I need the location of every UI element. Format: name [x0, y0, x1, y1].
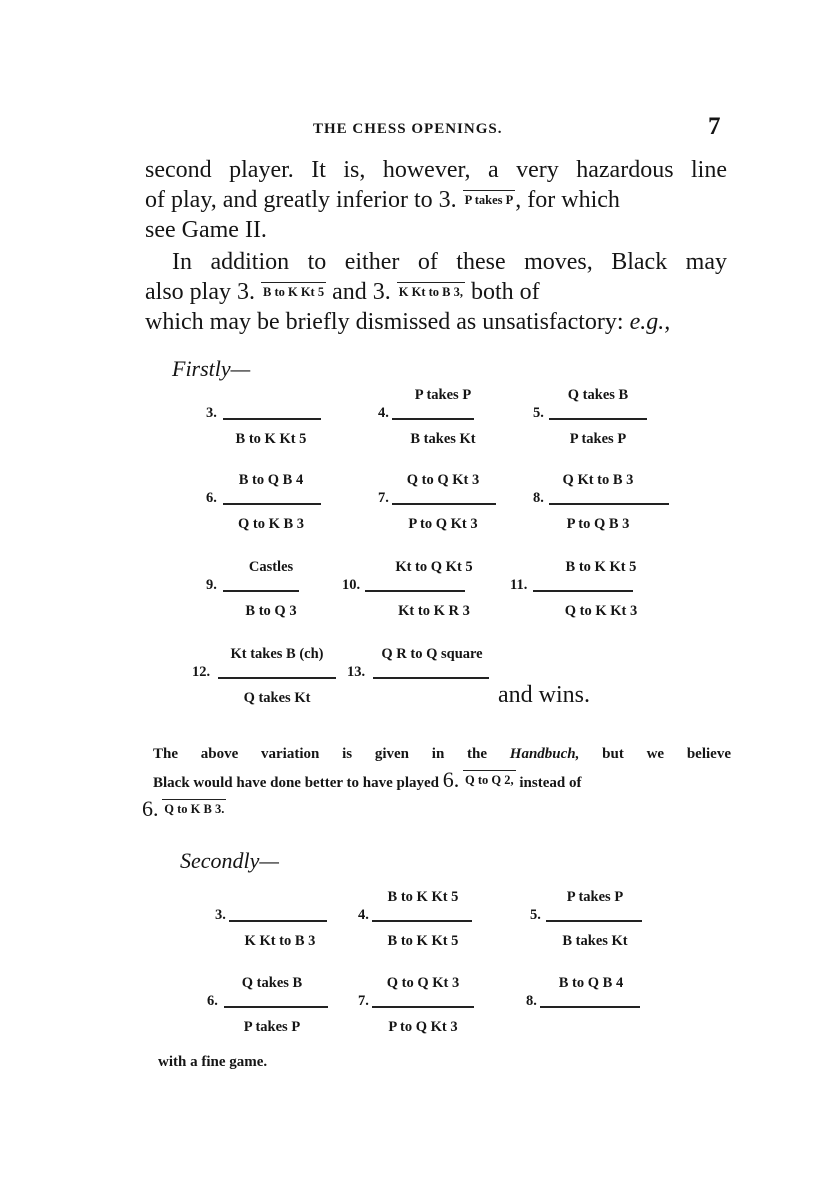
move-number: 9. — [206, 577, 217, 593]
black-move: Q to K B 3 — [237, 516, 305, 532]
black-move: Q takes Kt — [243, 690, 311, 706]
white-move: P takes P — [414, 387, 472, 403]
move-number: 3. — [206, 405, 217, 421]
white-move: Q takes B — [567, 387, 629, 403]
black-move: B takes Kt — [410, 431, 476, 447]
text-line: see Game II. — [145, 217, 267, 243]
move-rule — [229, 920, 327, 922]
move-notation: K Kt to B 3, — [397, 282, 465, 299]
move-notation: B to K Kt 5 — [261, 282, 326, 299]
move-rule — [365, 590, 465, 592]
text-line: 6. Q to K B 3. — [142, 796, 225, 821]
section-heading-secondly: Secondly— — [180, 848, 279, 873]
text-line: second player. It is, however, a very hazardous line — [145, 157, 727, 183]
white-move: B to Q B 4 — [558, 975, 624, 991]
black-move: B to Q 3 — [245, 603, 297, 619]
text-line: also play 3. B to K Kt 5 and 3. K Kt to B 3, both of — [145, 279, 540, 305]
text-line: In addition to either of these moves, Black may — [172, 249, 727, 275]
move-rule — [223, 418, 321, 420]
move-number: 7. — [378, 490, 389, 506]
white-move: Q takes B — [241, 975, 303, 991]
white-move: Kt to Q Kt 5 — [395, 559, 473, 575]
paragraph-alternatives — [145, 247, 727, 337]
move-rule — [224, 1006, 328, 1008]
move-number: 8. — [533, 490, 544, 506]
black-move: B to K Kt 5 — [235, 431, 307, 447]
move-number: 5. — [530, 907, 541, 923]
black-move: Kt to K R 3 — [398, 603, 470, 619]
white-move: B to K Kt 5 — [387, 889, 459, 905]
text-line: Black would have done better to have played 6. Q to Q 2, instead of — [153, 767, 582, 792]
white-move: Castles — [248, 559, 294, 575]
black-move: P takes P — [569, 431, 627, 447]
move-rule — [223, 590, 299, 592]
running-header: THE CHESS OPENINGS. — [313, 121, 503, 137]
white-move: Kt takes B (ch) — [230, 646, 324, 662]
white-move: P takes P — [566, 889, 624, 905]
move-notation: Q to K B 3. — [162, 799, 226, 816]
move-number: 4. — [378, 405, 389, 421]
black-move: P takes P — [243, 1019, 301, 1035]
white-move: Q R to Q square — [381, 646, 483, 662]
move-rule — [223, 503, 321, 505]
white-move: Q to Q Kt 3 — [386, 975, 460, 991]
white-move: Q Kt to B 3 — [562, 472, 634, 488]
black-move: Q to K Kt 3 — [564, 603, 638, 619]
move-number: 4. — [358, 907, 369, 923]
move-rule — [218, 677, 336, 679]
move-rule — [546, 920, 642, 922]
move-number: 6. — [207, 993, 218, 1009]
text-line: which may be briefly dismissed as unsatisfactory: e.g., — [145, 309, 671, 335]
move-rule — [392, 418, 474, 420]
variation-result: with a fine game. — [158, 1054, 268, 1070]
black-move: P to Q B 3 — [566, 516, 630, 532]
white-move: B to Q B 4 — [238, 472, 304, 488]
white-move: Q to Q Kt 3 — [406, 472, 480, 488]
black-move: B takes Kt — [562, 933, 628, 949]
move-rule — [540, 1006, 640, 1008]
move-number: 6. — [206, 490, 217, 506]
editorial-note — [142, 741, 731, 825]
move-rule — [372, 1006, 474, 1008]
white-move: B to K Kt 5 — [565, 559, 637, 575]
black-move: B to K Kt 5 — [387, 933, 459, 949]
variation-result: and wins. — [498, 682, 590, 708]
move-notation: Q to Q 2, — [463, 770, 516, 787]
move-number: 11. — [510, 577, 528, 593]
move-number: 13. — [347, 664, 366, 680]
move-rule — [549, 418, 647, 420]
move-number: 3. — [215, 907, 226, 923]
black-move: P to Q Kt 3 — [388, 1019, 458, 1035]
move-number: 7. — [358, 993, 369, 1009]
move-number: 5. — [533, 405, 544, 421]
move-rule — [373, 677, 489, 679]
move-number: 10. — [342, 577, 361, 593]
text-line: The above variation is given in the Handbuch, but we believe — [153, 746, 731, 762]
move-rule — [392, 503, 496, 505]
move-rule — [533, 590, 633, 592]
paragraph-continuation — [145, 155, 727, 245]
move-notation: P takes P — [463, 190, 516, 207]
black-move: P to Q Kt 3 — [408, 516, 478, 532]
move-number: 8. — [526, 993, 537, 1009]
section-heading-firstly: Firstly— — [172, 356, 251, 381]
text-line: of play, and greatly inferior to 3. P takes P, for which — [145, 187, 620, 213]
black-move: K Kt to B 3 — [244, 933, 316, 949]
page-number: 7 — [708, 113, 721, 140]
move-number: 12. — [192, 664, 211, 680]
move-rule — [372, 920, 472, 922]
move-rule — [549, 503, 669, 505]
